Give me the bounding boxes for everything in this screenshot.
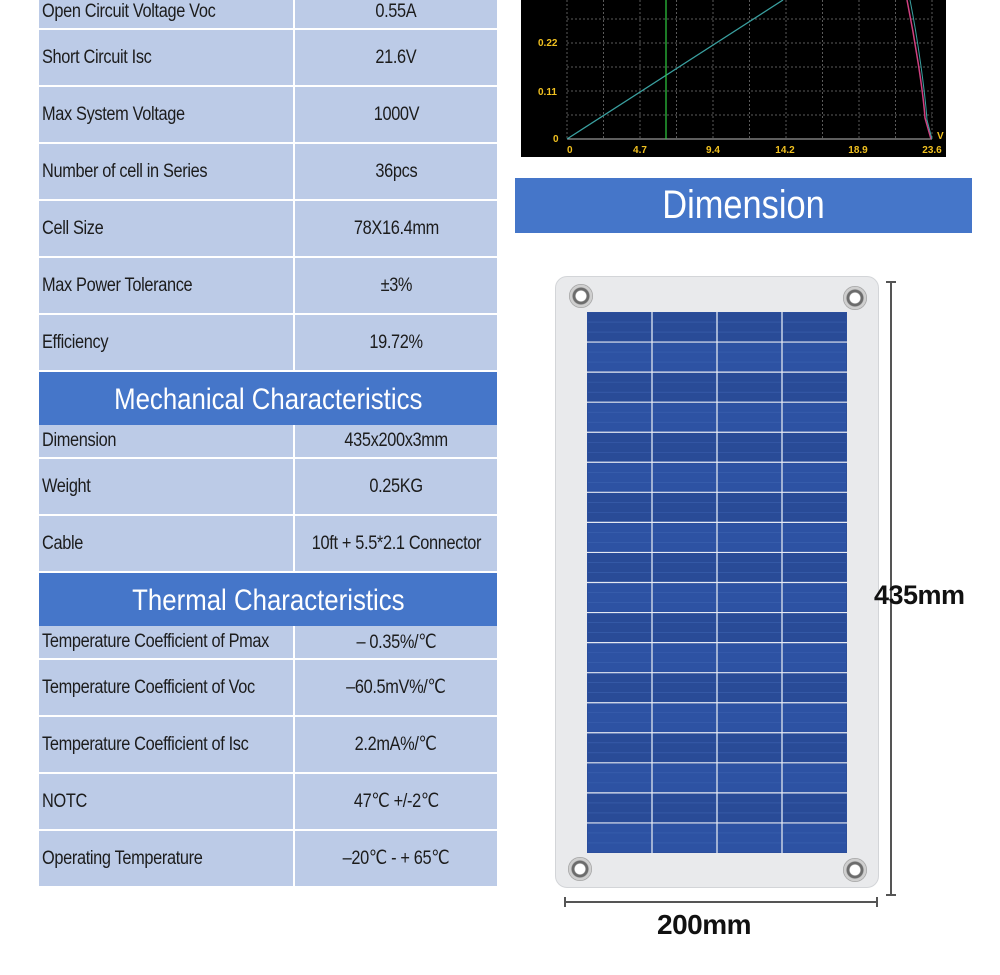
y-tick-label: 0.11 — [538, 87, 557, 98]
spec-name-cell — [39, 87, 295, 142]
solar-cell — [718, 343, 781, 371]
spec-row — [39, 201, 497, 258]
solar-cell — [588, 824, 651, 852]
solar-cell — [653, 824, 716, 852]
solar-cell — [783, 584, 846, 612]
spec-value: 0.25KG — [369, 475, 423, 497]
solar-cell — [718, 794, 781, 822]
grommet-icon — [843, 286, 867, 310]
solar-cell — [588, 764, 651, 792]
spec-value: 2.2mA%/℃ — [355, 734, 437, 755]
spec-name-cell — [39, 258, 295, 313]
solar-cell — [783, 493, 846, 521]
solar-cell — [783, 373, 846, 401]
solar-cell — [718, 764, 781, 792]
spec-value-cell — [295, 774, 497, 829]
spec-value: ±3% — [380, 274, 412, 296]
spec-row — [39, 425, 497, 459]
spec-name-cell — [39, 516, 295, 571]
solar-cell — [653, 493, 716, 521]
x-tick-label: 23.6 — [922, 145, 942, 156]
spec-value-cell — [295, 459, 497, 514]
solar-cell — [718, 433, 781, 461]
solar-cell — [653, 704, 716, 732]
spec-name-cell — [39, 0, 295, 28]
spec-name: Number of cell in Series — [42, 160, 208, 182]
spec-value-cell — [295, 717, 497, 772]
spec-row — [39, 660, 497, 717]
spec-name-cell — [39, 626, 295, 658]
spec-name: Short Circuit Isc — [42, 46, 152, 68]
solar-cell — [653, 373, 716, 401]
grommet-icon — [569, 284, 593, 308]
spec-table — [39, 0, 497, 888]
solar-cell — [783, 794, 846, 822]
spec-value-cell — [295, 516, 497, 571]
spec-value-cell — [295, 201, 497, 256]
solar-cell — [783, 734, 846, 762]
solar-cell — [783, 644, 846, 672]
solar-cell — [653, 463, 716, 491]
solar-cell — [783, 313, 846, 341]
spec-name-cell — [39, 660, 295, 715]
spec-value: 10ft + 5.5*2.1 Connector — [311, 532, 481, 554]
solar-cell — [783, 704, 846, 732]
x-unit-label: V — [937, 131, 944, 142]
spec-value-cell — [295, 425, 497, 457]
solar-cell — [653, 614, 716, 642]
spec-name-cell — [39, 144, 295, 199]
solar-cell — [588, 644, 651, 672]
solar-cell — [718, 493, 781, 521]
iv-curve — [907, 0, 931, 139]
solar-cell — [588, 523, 651, 551]
x-tick-label: 9.4 — [706, 145, 720, 156]
spec-name: Weight — [42, 475, 91, 497]
x-tick-label: 18.9 — [848, 145, 868, 156]
spec-value: –60.5mV%/℃ — [346, 677, 446, 698]
spec-name: Open Circuit Voltage Voc — [42, 1, 216, 22]
thermal-header — [39, 573, 497, 630]
solar-cell — [588, 553, 651, 581]
solar-cell — [653, 584, 716, 612]
spec-name-cell — [39, 459, 295, 514]
solar-cell — [718, 463, 781, 491]
spec-row — [39, 315, 497, 372]
solar-cell — [783, 523, 846, 551]
spec-value-cell — [295, 258, 497, 313]
spec-row — [39, 717, 497, 774]
iv-chart-svg — [521, 0, 946, 157]
spec-value-cell — [295, 0, 497, 28]
spec-row — [39, 626, 497, 660]
solar-cell — [718, 523, 781, 551]
solar-cell — [653, 553, 716, 581]
solar-cell — [783, 553, 846, 581]
spec-name-cell — [39, 774, 295, 829]
spec-name-cell — [39, 831, 295, 886]
spec-name-cell — [39, 425, 295, 457]
grommet-icon — [843, 858, 867, 882]
spec-value: –20℃ - + 65℃ — [342, 848, 450, 869]
solar-cell — [718, 734, 781, 762]
spec-name: Max Power Tolerance — [42, 274, 193, 296]
spec-name-cell — [39, 717, 295, 772]
spec-row — [39, 774, 497, 831]
spec-value: 19.72% — [369, 331, 423, 353]
mechanical-title: Mechanical Characteristics — [113, 382, 423, 416]
solar-cell — [718, 704, 781, 732]
solar-cell — [653, 644, 716, 672]
solar-cell — [588, 704, 651, 732]
solar-cell — [783, 614, 846, 642]
solar-cell — [718, 313, 781, 341]
solar-cell — [718, 614, 781, 642]
spec-row — [39, 0, 497, 30]
power-curve — [567, 0, 783, 139]
solar-cell — [588, 734, 651, 762]
spec-value: 36pcs — [375, 160, 417, 182]
spec-value: – 0.35%/℃ — [356, 631, 436, 653]
spec-value: 435x200x3mm — [344, 430, 448, 451]
y-tick-label: 0 — [553, 134, 559, 145]
solar-cell — [718, 403, 781, 431]
solar-cell — [588, 794, 651, 822]
solar-cell — [588, 403, 651, 431]
solar-cell — [653, 313, 716, 341]
electrical-rows — [39, 0, 497, 372]
solar-cell — [588, 614, 651, 642]
solar-cell — [783, 674, 846, 702]
mechanical-header — [39, 372, 497, 429]
solar-cell — [588, 493, 651, 521]
spec-name: Operating Temperature — [42, 847, 203, 869]
spec-row — [39, 87, 497, 144]
solar-cell — [783, 463, 846, 491]
y-tick-label: 0.22 — [538, 38, 558, 49]
spec-value: 47℃ +/-2℃ — [353, 791, 439, 812]
solar-cell — [588, 373, 651, 401]
solar-cell — [588, 313, 651, 341]
spec-name-cell — [39, 30, 295, 85]
spec-row — [39, 516, 497, 573]
spec-name: Efficiency — [42, 331, 109, 353]
spec-name: Cable — [42, 532, 83, 554]
spec-name-cell — [39, 315, 295, 370]
spec-row — [39, 459, 497, 516]
solar-cell — [588, 463, 651, 491]
solar-cell — [718, 824, 781, 852]
spec-value: 0.55A — [375, 1, 417, 22]
solar-cell — [718, 553, 781, 581]
solar-cell — [588, 433, 651, 461]
solar-cell — [783, 403, 846, 431]
solar-cell — [653, 403, 716, 431]
solar-cell — [588, 343, 651, 371]
x-tick-label: 14.2 — [775, 145, 795, 156]
solar-cell — [718, 644, 781, 672]
spec-name: Max System Voltage — [42, 103, 185, 125]
solar-cell — [653, 674, 716, 702]
solar-cell — [588, 674, 651, 702]
mechanical-rows — [39, 425, 497, 573]
spec-name: Temperature Coefficient of Isc — [42, 733, 249, 755]
solar-cell — [718, 674, 781, 702]
spec-value: 78X16.4mm — [353, 217, 439, 239]
spec-name: Temperature Coefficient of Pmax — [42, 631, 269, 652]
height-label: 435mm — [874, 580, 965, 610]
spec-row — [39, 831, 497, 888]
spec-value: 21.6V — [375, 46, 417, 68]
spec-value: 1000V — [373, 103, 419, 125]
iv-chart — [521, 0, 946, 157]
solar-cell — [653, 343, 716, 371]
solar-cell — [783, 824, 846, 852]
solar-cell — [718, 373, 781, 401]
spec-name: Cell Size — [42, 217, 104, 239]
spec-name: Temperature Coefficient of Voc — [42, 676, 255, 698]
dimension-banner — [515, 178, 972, 233]
solar-cell — [653, 734, 716, 762]
solar-cells — [587, 312, 847, 853]
spec-value-cell — [295, 87, 497, 142]
thermal-rows — [39, 626, 497, 888]
width-dimension-line — [564, 901, 878, 903]
spec-name: Dimension — [42, 430, 117, 451]
spec-value-cell — [295, 660, 497, 715]
x-tick-label: 0 — [567, 145, 573, 156]
solar-cell — [783, 433, 846, 461]
spec-name-cell — [39, 201, 295, 256]
iv-curve-secondary — [910, 0, 932, 139]
solar-cell — [653, 794, 716, 822]
spec-value-cell — [295, 626, 497, 658]
spec-row — [39, 144, 497, 201]
solar-cell — [783, 343, 846, 371]
spec-value-cell — [295, 144, 497, 199]
width-label: 200mm — [657, 909, 752, 940]
spec-value-cell — [295, 30, 497, 85]
x-tick-label: 4.7 — [633, 145, 647, 156]
spec-value-cell — [295, 831, 497, 886]
solar-cell — [653, 433, 716, 461]
spec-row — [39, 258, 497, 315]
solar-cell — [653, 764, 716, 792]
spec-name: NOTC — [42, 790, 87, 812]
spec-value-cell — [295, 315, 497, 370]
solar-cell — [653, 523, 716, 551]
solar-cell — [718, 584, 781, 612]
solar-cell — [783, 764, 846, 792]
dimension-title: Dimension — [662, 183, 825, 227]
grommet-icon — [568, 857, 592, 881]
solar-cells-grid — [587, 312, 847, 853]
thermal-title: Thermal Characteristics — [131, 583, 405, 617]
spec-row — [39, 30, 497, 87]
solar-cell — [588, 584, 651, 612]
